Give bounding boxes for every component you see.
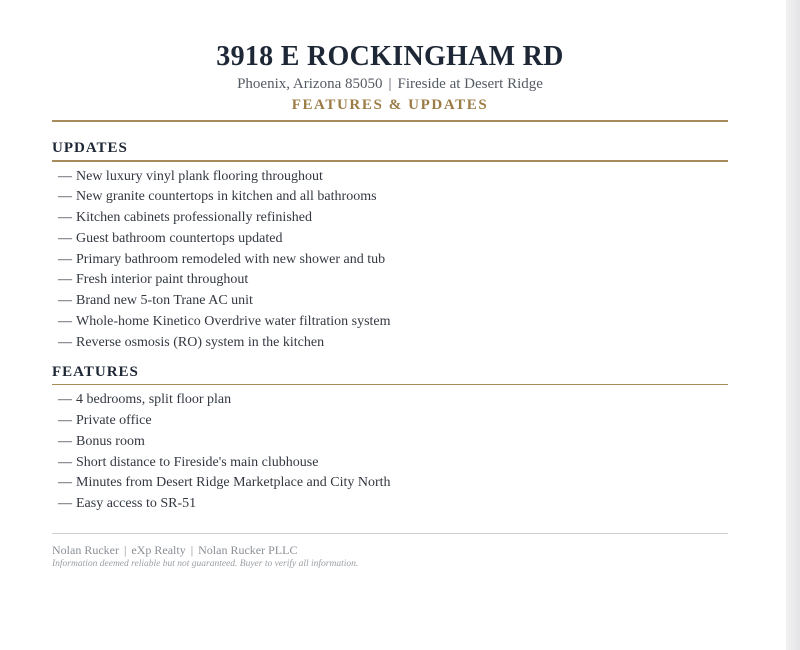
company-name: Nolan Rucker PLLC	[198, 542, 298, 557]
property-location	[52, 74, 728, 94]
list-item-text: 4 bedrooms, split floor plan	[76, 392, 232, 408]
dash-bullet: —	[58, 293, 72, 309]
footer-divider	[52, 533, 728, 534]
footer-separator: |	[190, 542, 194, 557]
list-item	[58, 291, 728, 312]
dash-bullet: —	[58, 334, 72, 350]
features-list	[52, 390, 728, 515]
property-address: 3918 E ROCKINGHAM RD	[216, 41, 564, 72]
list-item-text: Easy access to SR-51	[76, 496, 197, 512]
updates-heading: UPDATES	[52, 140, 128, 156]
dash-bullet: —	[58, 475, 72, 491]
dash-bullet: —	[58, 251, 72, 267]
document-title: FEATURES & UPDATES	[291, 97, 489, 113]
list-item-text: Private office	[76, 412, 152, 428]
list-item	[58, 390, 728, 411]
dash-bullet: —	[58, 189, 72, 205]
list-item-text: Brand new 5-ton Trane AC unit	[76, 293, 253, 309]
list-item-text: Short distance to Fireside's main clubhouse	[76, 454, 319, 470]
list-item	[58, 473, 728, 494]
list-item	[58, 312, 728, 333]
dash-bullet: —	[58, 210, 72, 226]
list-item	[58, 250, 728, 271]
dash-bullet: —	[58, 496, 72, 512]
list-item	[58, 333, 728, 354]
dash-bullet: —	[58, 272, 72, 288]
agent-name: Nolan Rucker	[52, 542, 119, 557]
list-item-text: Primary bathroom remodeled with new shower and tub	[76, 251, 386, 267]
list-item-text: Reverse osmosis (RO) system in the kitchen	[76, 334, 325, 350]
updates-list	[52, 167, 728, 354]
dash-bullet: —	[58, 314, 72, 330]
footer-separator: |	[123, 542, 127, 557]
features-divider	[52, 384, 728, 386]
header-divider	[52, 120, 728, 122]
list-item-text: Minutes from Desert Ridge Marketplace and City North	[76, 475, 391, 491]
list-item-text: Whole-home Kinetico Overdrive water filtration system	[76, 314, 391, 330]
subtitle-separator: |	[388, 76, 392, 92]
list-item-text: New luxury vinyl plank flooring throughout	[76, 168, 323, 184]
dash-bullet: —	[58, 392, 72, 408]
features-heading: FEATURES	[52, 363, 139, 380]
list-item	[58, 208, 728, 229]
page-edge-shadow	[786, 0, 800, 650]
list-item-text: Bonus room	[76, 433, 145, 449]
list-item	[58, 411, 728, 432]
dash-bullet: —	[58, 230, 72, 246]
document-content	[52, 40, 728, 571]
list-item-text: Guest bathroom countertops updated	[76, 230, 283, 246]
list-item	[58, 453, 728, 474]
brokerage-name: eXp Realty	[131, 542, 186, 557]
list-item	[58, 494, 728, 515]
dash-bullet: —	[58, 168, 72, 184]
list-item	[58, 167, 728, 188]
community-name: Fireside at Desert Ridge	[397, 76, 543, 92]
list-item	[58, 187, 728, 208]
dash-bullet: —	[58, 412, 72, 428]
dash-bullet: —	[58, 454, 72, 470]
list-item	[58, 229, 728, 250]
dash-bullet: —	[58, 433, 72, 449]
disclaimer: Information deemed reliable but not guaranteed. Buyer to verify all information.	[52, 558, 359, 569]
city-state-zip: Phoenix, Arizona 85050	[237, 76, 383, 92]
list-item	[58, 432, 728, 453]
list-item-text: Kitchen cabinets professionally refinished	[76, 210, 312, 226]
list-item-text: Fresh interior paint throughout	[76, 272, 249, 288]
footer-credits	[52, 543, 728, 558]
list-item-text: New granite countertops in kitchen and all bathrooms	[76, 189, 377, 205]
updates-divider	[52, 160, 728, 162]
list-item	[58, 270, 728, 291]
